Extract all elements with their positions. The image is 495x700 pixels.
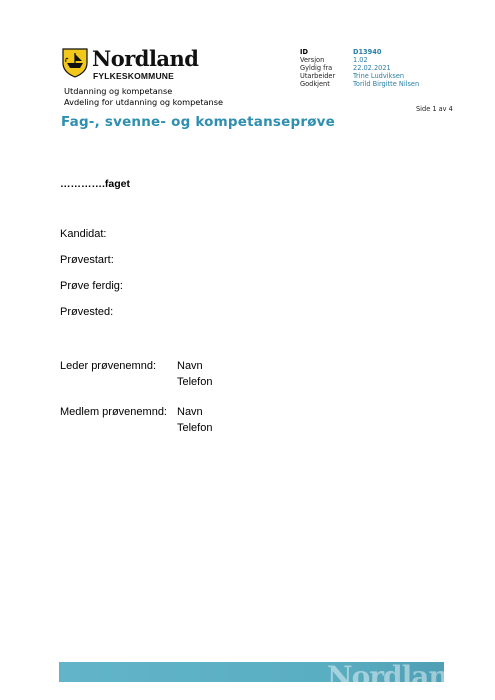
meta-label: Versjon (300, 56, 325, 65)
nordland-coat-of-arms-logo (62, 48, 88, 78)
field-test-end: Prøve ferdig: (60, 280, 123, 292)
committee-member-phone: Telefon (177, 422, 213, 434)
meta-value: 1.02 (353, 56, 368, 65)
committee-leader-name: Navn (177, 360, 203, 372)
field-test-start: Prøvestart: (60, 254, 114, 266)
meta-label: Utarbeider (300, 72, 336, 81)
field-test-place: Prøvested: (60, 306, 114, 318)
committee-leader-label: Leder prøvenemnd: (60, 360, 156, 372)
meta-value: Torild Birgitte Nilsen (353, 80, 420, 89)
committee-member-name: Navn (177, 406, 203, 418)
page-indicator: Side 1 av 4 (416, 105, 453, 113)
subject-line: ………….faget (60, 178, 131, 190)
meta-label: Gyldig fra (300, 64, 333, 73)
meta-value: D13940 (353, 48, 382, 56)
meta-row-version (300, 56, 419, 64)
org-department: Avdeling for utdanning og kompetanse (64, 97, 224, 107)
brand-name: Nordland (92, 46, 199, 71)
committee-member-label: Medlem prøvenemnd: (60, 406, 167, 418)
document-title: Fag-, svenne- og kompetanseprøve (61, 114, 336, 130)
meta-value: Trine Ludviksen (353, 72, 405, 81)
footer-watermark: Nordland (327, 660, 467, 693)
meta-row-id (300, 48, 419, 56)
meta-value: 22.02.2021 (353, 64, 391, 73)
brand-subtitle: FYLKESKOMMUNE (93, 71, 174, 81)
org-unit: Utdanning og kompetanse (64, 86, 173, 96)
field-candidate: Kandidat: (60, 228, 107, 240)
document-meta-table (300, 48, 419, 88)
meta-row-valid-from (300, 64, 419, 72)
footer-band (59, 660, 467, 693)
meta-row-approved (300, 80, 419, 88)
committee-leader-phone: Telefon (177, 376, 213, 388)
meta-row-author (300, 72, 419, 80)
meta-label: Godkjent (300, 80, 330, 89)
meta-label: ID (300, 48, 308, 56)
